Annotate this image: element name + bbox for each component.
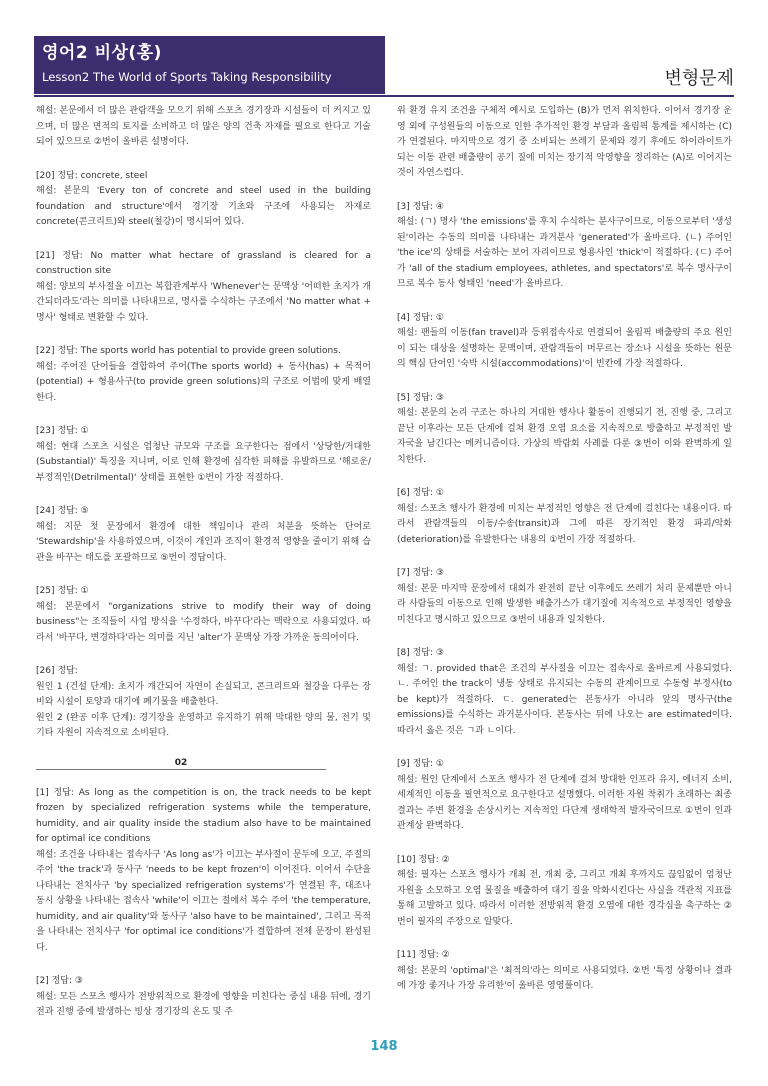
answer-entry: [9] 정답: ① 해설: 원인 단계에서 스포츠 행사가 전 단계에 걸쳐 방대한 인프라 유지, 에너지 소비, 세계적인 이동을 필연적으로 요구한다고 설명했다. 이러한 자원 착취가 초래하는 최종 결과는 주변 환경을 손상시키는 지속적인 다단계 생태학적 발자국이므로 ①번이 인과관계상 완벽하다. <box>397 759 732 831</box>
answer-entry: [10] 정답: ② 해설: 필자는 스포츠 행사가 개최 전, 개최 중, 그리고 개최 후까지도 끊임없이 엄청난 자원을 소모하고 오염 물질을 배출하여 대기 질을 악화시킨다는 사실을 객관적 지표를 통해 고발하고 있다. 따라서 이러한 전방위적 환경 오염에 대한 경각심을 촉구하는 ②번이 필자의 주장으로 알맞다. <box>397 854 732 927</box>
answer-entry: [22] 정답: The sports world has potential to provide green solutions. 해설: 주어진 단어들을 결합하여 주어(The sports world) + 동사(has) + 목적어(potential) + 형용사구(to provide green solutions)의 구조로 어법에 맞게 배열한다. <box>36 346 371 403</box>
book-title: 영어2 비상(홍) <box>42 43 162 63</box>
section-number: 02 <box>174 757 188 768</box>
answer-entry: [1] 정답: As long as the competition is on, the track needs to be kept frozen by specialized refrigeration systems while the temperature, humidity, and air quality inside the stadium also have to be maintained for optimal ice conditions 해설: 조건을 나타내는 접속사구 'As long as'가 이끄는 부사절이 문두에 오고, 주절의 주어 'the track'과 동사구 'needs to be kept frozen'이 이어진다. 이어서 수단을 나타내는 전치사구 'by specialized refrigeration systems'가 연결된 후, 대조나 동시 상황을 나타내는 접속사 'while'이 이끄는 절에서 복수 주어 'the temperature, humidity, and air quality'와 동사구 'also have to be maintained', 그리고 목적을 나타내는 전치사구 'for optimal ice conditions'가 결합하여 전체 문장이 완성된다. <box>36 787 371 953</box>
answer-entry: [24] 정답: ⑤ 해설: 지문 첫 문장에서 환경에 대한 책임이나 관리 처분을 뜻하는 단어로 'Stewardship'을 사용하였으며, 이것이 개인과 조직이 환경적 영향을 줄이기 위해 습관을 바꾸는 태도를 포괄하므로 ⑤번이 정답이다. <box>36 506 371 563</box>
right-column <box>397 104 732 1013</box>
answer-entry: [21] 정답: No matter what hectare of grassland is cleared for a construction site 해설: 양보의 부사절을 이끄는 복합관계부사 'Whenever'는 문맥상 '어떠한 초지가 개간되더라도'라는 의미를 나타내므로, 명사를 수식하는 구조에서 'No matter what + 명사' 형태로 변환할 수 있다. <box>36 250 371 323</box>
answer-entry: [26] 정답: 원인 1 (건설 단계): 초지가 개간되어 자연이 손실되고, 콘크리트와 철강을 다루는 장비와 시설이 토양과 대기에 폐기물을 배출한다. 원인 2 (완공 이후 단계): 경기장을 운영하고 유지하기 위해 막대한 양의 물, 전기 및 기타 자원이 지속적으로 소비된다. <box>36 666 371 738</box>
page-number: 148 <box>370 1039 398 1054</box>
answer-entry: [7] 정답: ③ 해설: 본문 마지막 문장에서 대회가 완전히 끝난 이후에도 쓰레기 처리 문제뿐만 아니라 사람들의 이동으로 인해 발생한 배출가스가 대기질에 지속적으로 부정적인 영향을 미친다고 명시하고 있으므로 ③번이 내용과 일치한다. <box>397 568 732 625</box>
header-rule <box>34 95 734 97</box>
answer-entry: [8] 정답: ③ 해설: ㄱ. provided that은 조건의 부사절을 이끄는 접속사로 올바르게 사용되었다. ㄴ. 주어인 the track이 냉동 상태로 유지되는 수동의 관계이므로 수동형 부정사(to be kept)가 적절하다. ㄷ. generated는 본동사가 아니라 앞의 명사구(the emissions)를 수식하는 과거분사이다. 본동사는 뒤에 나오는 are estimated이다. 따라서 옳은 것은 ㄱ과 ㄴ이다. <box>397 648 732 736</box>
answer-entry: [11] 정답: ② 해설: 본문의 'optimal'은 '최적의'라는 의미로 사용되었다. ②번 '특정 상황이나 결과에 가장 좋거나 가장 유리한'이 올바른 영영풀이다. <box>397 950 732 991</box>
answer-entry: [4] 정답: ① 해설: 팬들의 이동(fan travel)과 등위접속사로 연결되어 올림픽 배출량의 주요 원인이 되는 대상을 설명하는 문맥이며, 관람객들이 머무르는 장소나 시설을 뜻하는 원문의 핵심 단어인 '숙박 시설(accommodations)'이 빈칸에 가장 적절하다. <box>397 312 732 369</box>
lesson-header <box>34 36 385 94</box>
section-label: 변형문제 <box>664 68 734 89</box>
answer-entry: [2] 정답: ③ 해설: 모든 스포츠 행사가 전방위적으로 환경에 영향을 미친다는 중심 내용 뒤에, 경기 전과 진행 중에 발생하는 빙상 경기장의 온도 및 주 <box>36 976 371 1017</box>
lesson-title: Lesson2 The World of Sports Taking Responsibility <box>42 70 332 84</box>
answer-entry: [20] 정답: concrete, steel 해설: 본문의 'Every ton of concrete and steel used in the building foundation and structure'에서 경기장 기초와 구조에 사용되는 자재로 concrete(콘크리트)와 steel(철강)이 명시되어 있다. <box>36 170 371 227</box>
answer-entry: [5] 정답: ③ 해설: 본문의 논리 구조는 하나의 거대한 행사나 활동이 진행되기 전, 진행 중, 그리고 끝난 이후라는 모든 단계에 걸쳐 환경 오염 요소를 지속적으로 방출하고 부정적인 발자국을 남긴다는 메커니즘이다. 가상의 박람회 사례를 다룬 ③번이 이와 완벽하게 일치한다. <box>397 392 732 465</box>
answer-entry: 위 환경 유지 조건을 구체적 예시로 도입하는 (B)가 먼저 위치한다. 이어서 경기장 운영 외에 구성원들의 이동으로 인한 추가적인 환경 부담과 올림픽 통계를 제시하는 (C)가 연결된다. 마지막으로 경기 중 소비되는 쓰레기 문제와 경기 후에도 하이라이트가 되는 이동 관련 배출량이 공기 질에 미치는 장기적 악영향을 정리하는 (A)로 이어지는 것이 자연스럽다. <box>397 106 732 178</box>
section-divider <box>36 756 326 770</box>
answer-entry: 해설: 본문에서 더 많은 관람객을 모으기 위해 스포츠 경기장과 시설들이 더 커지고 있으며, 더 많은 면적의 토지를 소비하고 더 많은 양의 건축 자재를 필요로 한다고 기술되어 있으므로 ②번이 올바른 설명이다. <box>36 106 371 147</box>
answer-entry: [23] 정답: ① 해설: 현대 스포츠 시설은 엄청난 규모와 구조를 요구한다는 점에서 '상당한/거대한(Substantial)' 특징을 지니며, 이로 인해 환경에 심각한 피해를 유발하므로 '해로운/부정적인(Detrilmental)' 상태를 표현한 ①번이 가장 적절하다. <box>36 426 371 483</box>
left-column <box>36 104 371 1039</box>
answer-entry: [25] 정답: ① 해설: 본문에서 "organizations strive to modify their way of doing business"는 조직들이 사업 방식을 '수정하다, 바꾸다'라는 맥락으로 사용되었다. 따라서 '바꾸다, 변경하다'라는 의미를 지닌 'alter'가 문맥상 가장 가까운 동의어이다. <box>36 586 371 643</box>
answer-entry: [3] 정답: ④ 해설: (ㄱ) 명사 'the emissions'를 후치 수식하는 분사구이므로, 이동으로부터 '생성된'이라는 수동의 의미를 나타내는 과거분사 'generated'가 올바르다. (ㄴ) 주어인 'the ice'의 상태를 서술하는 보어 자리이므로 형용사인 'thick'이 적절하다. (ㄷ) 주어가 'all of the stadium employees, athletes, and spectators'로 복수 명사구이므로 복수 동사 형태인 'need'가 올바르다. <box>397 201 732 289</box>
answer-entry: [6] 정답: ① 해설: 스포츠 행사가 환경에 미치는 부정적인 영향은 전 단계에 걸친다는 내용이다. 따라서 관람객들의 이동/수송(transit)과 그에 따른 장기적인 환경 파괴/악화(deterioration)를 유발한다는 내용의 ①번이 가장 적절하다. <box>397 488 732 545</box>
